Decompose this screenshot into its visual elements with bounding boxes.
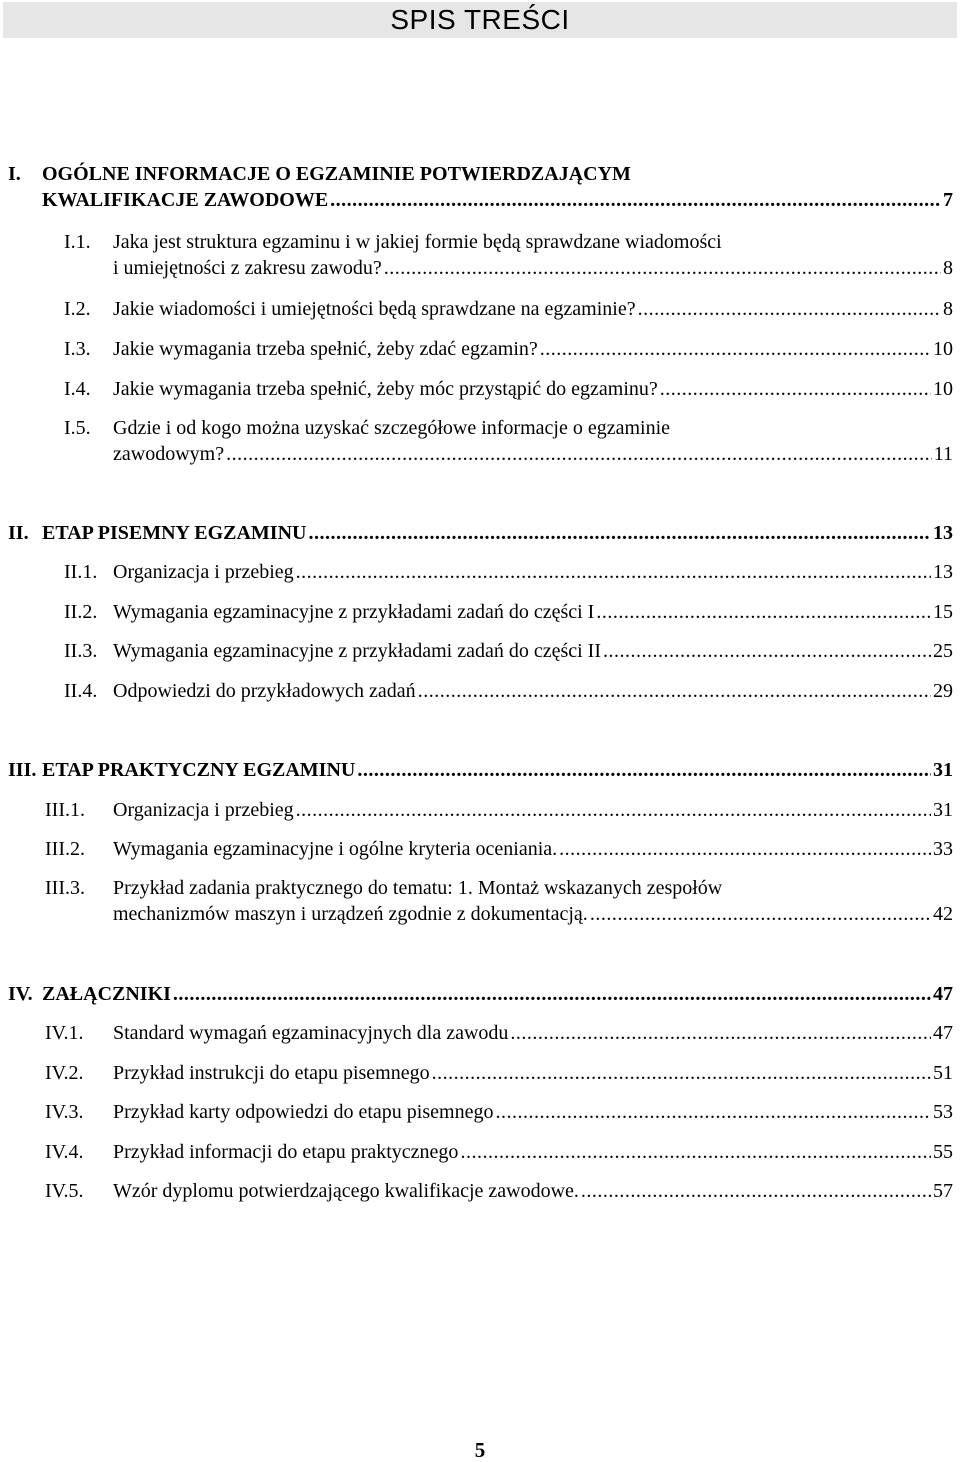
toc-entry-line	[113, 875, 953, 901]
toc-page-number: 13	[933, 561, 953, 583]
page-title: SPIS TREŚCI	[390, 4, 570, 35]
toc-entry-text: Jaka jest struktura egzaminu i w jakiej formie będą sprawdzane wiadomości	[113, 231, 722, 253]
toc-entry-title	[113, 638, 953, 664]
toc-entry-line	[113, 441, 953, 467]
toc-entry-line	[113, 336, 953, 362]
toc-page-number: 31	[933, 759, 953, 781]
toc-entry-line	[113, 1139, 953, 1165]
toc-page-number: 10	[933, 378, 953, 400]
toc-entry-line	[113, 836, 953, 862]
toc-entry-title	[113, 376, 953, 402]
toc-entry-line	[42, 161, 953, 187]
toc-leader-dots	[432, 1060, 931, 1086]
toc-entry-text: i umiejętności z zakresu zawodu?	[113, 257, 382, 279]
toc-entry-number: IV.	[8, 983, 33, 1005]
toc-entry-text: ETAP PISEMNY EGZAMINU	[42, 522, 307, 544]
toc-entry-line	[113, 1178, 953, 1204]
toc-leader-dots	[384, 255, 941, 281]
toc-leader-dots	[495, 1099, 931, 1125]
toc-leader-dots	[296, 797, 931, 823]
toc-entry-title	[42, 757, 953, 783]
toc-entry-title	[113, 1178, 953, 1204]
toc-entry-title	[113, 599, 953, 625]
toc-leader-dots	[173, 981, 931, 1007]
toc-page-number: 25	[933, 640, 953, 662]
toc-entry-line	[113, 678, 953, 704]
toc-entry-line	[113, 1020, 953, 1046]
toc-entry-line	[113, 376, 953, 402]
toc-leader-dots	[540, 336, 931, 362]
toc-entry-title	[42, 981, 953, 1007]
toc-entry-title	[113, 678, 953, 704]
toc-page-number: 53	[933, 1101, 953, 1123]
toc-leader-dots	[226, 441, 932, 467]
toc-leader-dots	[559, 836, 931, 862]
toc-page-number: 8	[943, 298, 953, 320]
toc-entry-line	[113, 638, 953, 664]
toc-page-number: 29	[933, 680, 953, 702]
toc-entry-text: Przykład instrukcji do etapu pisemnego	[113, 1062, 430, 1084]
toc-page-number: 57	[933, 1180, 953, 1202]
toc-entry-number: I.1.	[64, 231, 91, 253]
toc-entry-text: Wymagania egzaminacyjne z przykładami zadań do części I	[113, 601, 595, 623]
toc-page-number: 31	[933, 799, 953, 821]
toc-entry-number: IV.3.	[45, 1101, 84, 1123]
page-number: 5	[474, 1438, 486, 1462]
toc-entry-number: IV.2.	[45, 1062, 84, 1084]
toc-page-number: 47	[933, 1022, 953, 1044]
toc-entry-line	[113, 559, 953, 585]
toc-leader-dots	[638, 296, 941, 322]
toc-leader-dots	[581, 1178, 931, 1204]
toc-entry-title	[113, 1099, 953, 1125]
toc-entry-line	[42, 520, 953, 546]
toc-entry-number: I.3.	[64, 338, 91, 360]
toc-leader-dots	[510, 1020, 931, 1046]
toc-leader-dots	[596, 599, 931, 625]
toc-leader-dots	[460, 1139, 931, 1165]
toc-page-number: 11	[933, 443, 953, 465]
toc-page-number: 13	[933, 522, 953, 544]
toc-entry-number: II.1.	[64, 561, 98, 583]
toc-leader-dots	[357, 757, 931, 783]
toc-entry-title	[113, 296, 953, 322]
toc-entry-line	[113, 296, 953, 322]
toc-entry-text: Odpowiedzi do przykładowych zadań	[113, 680, 416, 702]
toc-entry-line	[113, 415, 953, 441]
toc-entry-text: zawodowym?	[113, 443, 225, 465]
toc-entry-line	[113, 255, 953, 281]
toc-entry-number: I.4.	[64, 378, 91, 400]
toc-entry-text: mechanizmów maszyn i urządzeń zgodnie z dokumentacją.	[113, 903, 588, 925]
toc-entry-text: ZAŁĄCZNIKI	[42, 983, 171, 1005]
toc-entry-text: Jakie wymagania trzeba spełnić, żeby móc przystąpić do egzaminu?	[113, 378, 658, 400]
toc-entry-title	[113, 875, 953, 927]
toc-entry-line	[113, 797, 953, 823]
toc-leader-dots	[308, 520, 931, 546]
toc-entry-title	[113, 836, 953, 862]
toc-entry-title	[42, 520, 953, 546]
toc-entry-text: Standard wymagań egzaminacyjnych dla zawodu	[113, 1022, 509, 1044]
toc-leader-dots	[590, 901, 931, 927]
toc-page-number: 51	[933, 1062, 953, 1084]
toc-entry-title	[113, 797, 953, 823]
toc-leader-dots	[418, 678, 931, 704]
toc-entry-title	[113, 1139, 953, 1165]
toc-entry-number: III.1.	[45, 799, 85, 821]
toc-entry-number: I.2.	[64, 298, 91, 320]
toc-entry-text: ETAP PRAKTYCZNY EGZAMINU	[42, 759, 356, 781]
toc-entry-number: III.3.	[45, 877, 85, 899]
toc-entry-number: I.5.	[64, 417, 91, 439]
toc-page-number: 15	[933, 601, 953, 623]
toc-entry-number: III.	[8, 759, 37, 781]
toc-entry-text: Jakie wymagania trzeba spełnić, żeby zdać egzamin?	[113, 338, 538, 360]
toc-entry-title	[113, 415, 953, 467]
toc-entry-number: III.2.	[45, 838, 85, 860]
toc-leader-dots	[660, 376, 931, 402]
toc-page-number: 33	[933, 838, 953, 860]
toc-page-number: 42	[933, 903, 953, 925]
toc-entry-line	[42, 187, 953, 213]
toc-leader-dots	[330, 187, 941, 213]
toc-entry-title	[113, 559, 953, 585]
toc-page-number: 47	[933, 983, 953, 1005]
toc-entry-title	[113, 1020, 953, 1046]
toc-entry-line	[113, 1060, 953, 1086]
toc-entry-title	[113, 229, 953, 281]
toc-entry-number: II.	[8, 522, 29, 544]
toc-entry-number: IV.5.	[45, 1180, 84, 1202]
toc-entry-number: II.2.	[64, 601, 98, 623]
toc-entry-title	[113, 1060, 953, 1086]
toc-page-number: 55	[933, 1141, 953, 1163]
toc-entry-text: Wymagania egzaminacyjne i ogólne kryteria oceniania.	[113, 838, 558, 860]
toc-page-number: 8	[943, 257, 953, 279]
toc-entry-text: Jakie wiadomości i umiejętności będą sprawdzane na egzaminie?	[113, 298, 636, 320]
toc-entry-number: IV.4.	[45, 1141, 84, 1163]
toc-entry-number: II.3.	[64, 640, 98, 662]
toc-entry-number: I.	[8, 163, 21, 185]
toc-entry-number: IV.1.	[45, 1022, 84, 1044]
toc-entry-text: Przykład zadania praktycznego do tematu: 1. Montaż wskazanych zespołów	[113, 877, 723, 899]
toc-leader-dots	[603, 638, 931, 664]
toc-entry-text: Organizacja i przebieg	[113, 799, 294, 821]
toc-entry-text: Przykład karty odpowiedzi do etapu pisemnego	[113, 1101, 494, 1123]
toc-entry-text: Organizacja i przebieg	[113, 561, 294, 583]
toc-entry-line	[113, 229, 953, 255]
toc-leader-dots	[296, 559, 931, 585]
toc-page-number: 10	[933, 338, 953, 360]
toc-entry-line	[113, 1099, 953, 1125]
toc-entry-line	[42, 757, 953, 783]
toc-entry-text: OGÓLNE INFORMACJE O EGZAMINIE POTWIERDZAJĄCYM	[42, 163, 631, 185]
toc-entry-line	[113, 599, 953, 625]
toc-entry-text: Wzór dyplomu potwierdzającego kwalifikacje zawodowe.	[113, 1180, 579, 1202]
toc-entry-text: Wymagania egzaminacyjne z przykładami zadań do części II	[113, 640, 601, 662]
toc-entry-title	[42, 161, 953, 213]
toc-entry-title	[113, 336, 953, 362]
toc-entry-text: KWALIFIKACJE ZAWODOWE	[42, 189, 329, 211]
toc-entry-text: Przykład informacji do etapu praktycznego	[113, 1141, 459, 1163]
toc-entry-text: Gdzie i od kogo można uzyskać szczegółowe informacje o egzaminie	[113, 417, 671, 439]
toc-entry-line	[42, 981, 953, 1007]
toc-page-number: 7	[943, 189, 953, 211]
toc-entry-line	[113, 901, 953, 927]
toc-entry-number: II.4.	[64, 680, 98, 702]
